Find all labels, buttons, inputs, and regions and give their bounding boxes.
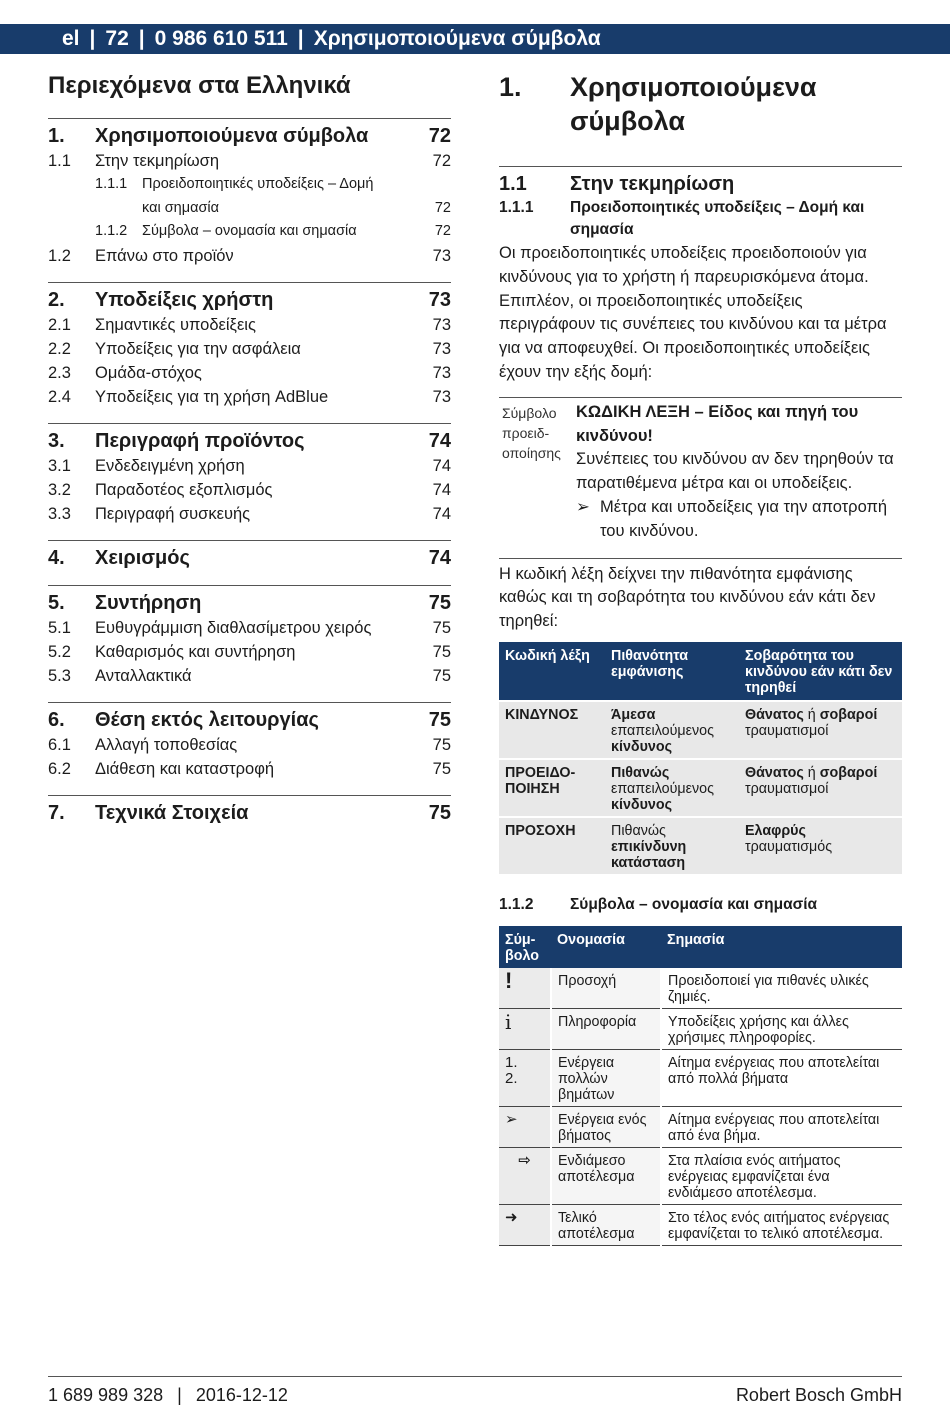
toc-label: Υποδείξεις χρήστη [95,288,274,311]
table-row [499,968,902,1009]
probability-line: Πιθανώς [611,822,666,839]
probability-cell [605,701,739,759]
toc-entry [48,385,451,409]
toc-entry-main [48,800,451,826]
toc-entry [48,454,451,478]
toc-entry [48,502,451,526]
toc-page: 73 [432,387,451,406]
toc-page: 72 [432,152,451,170]
subsection-number: 1.1 [499,173,527,195]
subsection-heading [499,166,902,197]
footer-date: 2016-12-12 [195,1385,288,1405]
toc-label: Θέση εκτός λειτουργίας [95,708,319,731]
toc-number: 5.2 [48,642,71,661]
arrowhead-icon: ➢ [576,497,590,516]
toc-number: 2. [48,288,65,311]
severity-cell [739,817,902,874]
arrowhead-icon: ➢ [499,1106,551,1147]
table-row [499,817,902,874]
severity-line [745,765,896,781]
severity-cell [739,701,902,759]
toc-page: 73 [428,288,451,311]
toc-label: Ομάδα-στόχος [95,363,202,382]
probability-line: Πιθανώς [611,764,670,781]
table-row [499,1049,902,1106]
warning-signal-text: ΚΩΔΙΚΗ ΛΕΞΗ – Είδος και πηγή του κινδύνου! [576,402,859,445]
toc-entry [48,149,451,173]
symbol-name-cell: Ενέργεια ενός βήματος [551,1106,661,1147]
toc-entry [48,478,451,502]
page-footer: 1 689 989 328 | 2016-12-12 Robert Bosch GmbH [48,1376,902,1413]
severity-word: Θάνατος [745,706,804,723]
toc-section [48,118,451,268]
symbol-name-cell: Τελικό αποτέλεσμα [551,1204,661,1245]
toc-number: 2.1 [48,315,71,334]
toc-page: 73 [432,363,451,382]
toc-label: Σημαντικές υποδείξεις [95,315,256,334]
toc-label: Χρησιμοποιούμενα σύμβολα [95,125,369,147]
probability-line: κίνδυνος [611,796,673,813]
toc-number: 1.1.1 [95,176,128,192]
probability-line: κίνδυνος [611,738,673,755]
table-row [499,1147,902,1204]
toc-label: Παραδοτέος εξοπλισμός [95,480,273,499]
toc-entry-main [48,707,451,733]
warning-symbol-label: Σύμβολο προειδ-οποίησης [502,404,561,461]
toc-number: 1.1.2 [95,223,128,239]
probability-cell [605,759,739,817]
toc-label: Επάνω στο προϊόν [95,246,234,265]
toc-entry [48,757,451,781]
signal-word-cell: ΠΡΟΣΟΧΗ [499,817,605,874]
toc-label: Υποδείξεις για τη χρήση AdBlue [95,387,329,406]
signal-word-table [499,642,902,874]
toc-number: 5.1 [48,618,71,637]
toc-label: Συντήρηση [95,591,202,614]
intro-paragraph: Οι προειδοποιητικές υποδείξεις προειδοποιούν για κινδύνους για το χρήστη ή παρευρισκόμενα άτομα. Επιπλέον, οι προειδοποιητικές υποδείξεις περιγράφουν τις συνέπειες του κινδύνου και τα μέτρα για να αποφευχθεί. Οι προειδοποιητικές υποδείξεις έχουν την εξής δομή: [499,244,887,381]
toc-page: 75 [432,642,451,661]
symbol-meaning-cell: Αίτημα ενέργειας που αποτελείται από πολλά βήματα [661,1049,902,1106]
subsubsection-heading-symbols [499,894,902,916]
severity-cell [739,759,902,817]
page-header: el | 72 | 0 986 610 511 | Χρησιμοποιούμενα σύμβολα [0,24,950,54]
table-header: Σοβαρότητα του κινδύνου εάν κάτι δεν τηρηθεί [739,642,902,701]
table-row [499,1008,902,1049]
warning-structure-box [499,397,902,559]
toc-page: 72 [434,223,451,239]
toc-label: Καθαρισμός και συντήρηση [95,642,296,661]
warning-consequence: Συνέπειες του κινδύνου αν δεν τηρηθούν τα παρατιθέμενα μέτρα και οι υποδείξεις. [576,450,894,493]
toc-label: Τεχνικά Στοιχεία [95,801,249,824]
probability-line: Άμεσα [611,706,656,723]
table-header: Ονομασία [551,926,661,968]
toc-entry [48,220,451,244]
symbol-meaning-cell: Αίτημα ενέργειας που αποτελείται από ένα βήμα. [661,1106,902,1147]
subsubsection-number: 1.1.2 [499,895,534,913]
toc-number: 7. [48,801,65,824]
toc-label: Προειδοποιητικές υποδείξεις – Δομή [142,176,374,192]
toc-entry [48,664,451,688]
table-row [499,1204,902,1245]
toc-page: 75 [432,759,451,778]
toc-number: 3.1 [48,456,71,475]
toc-label: Ευθυγράμμιση διαθλασίμετρου χειρός [95,618,372,637]
toc-page: 75 [428,801,451,824]
toc-number: 2.2 [48,339,71,358]
toc-entry-main [48,590,451,616]
toc-section [48,282,451,409]
signal-word-cell: ΚΙΝΔΥΝΟΣ [499,701,605,759]
toc-label: Περιγραφή συσκευής [95,504,251,523]
toc-page: 74 [432,456,451,475]
footer-company: Robert Bosch GmbH [735,1385,902,1405]
symbol-name-cell: Ενδιάμεσο αποτέλεσμα [551,1147,661,1204]
toc-page: 73 [432,246,451,265]
toc-section [48,423,451,526]
toc-page: 74 [432,480,451,499]
toc-section [48,540,451,571]
header-title: Χρησιμοποιούμενα σύμβολα [313,27,601,50]
header-page: 72 [105,27,129,50]
toc-entry-main [48,545,451,571]
toc-page: 74 [432,504,451,523]
toc-entry-main [48,287,451,313]
toc-page: 75 [432,735,451,754]
severity-word: Θάνατος [745,764,804,781]
toc-number: 2.4 [48,387,71,406]
subsubsection-title: Προειδοποιητικές υποδείξεις – Δομή και σημασία [570,199,865,238]
toc-number: 1. [48,125,65,147]
bold-arrow-icon: ➜ [499,1204,551,1245]
subsubsection-title: Σύμβολα – ονομασία και σημασία [570,895,818,913]
toc-number: 5.3 [48,666,71,685]
header-lang: el [62,27,80,50]
symbol-meaning-cell: Στα πλαίσια ενός αιτήματος ενέργειας εμφανίζεται ένα ενδιάμεσο αποτέλεσμα. [661,1147,902,1204]
main-content [499,70,902,1246]
toc-page: 72 [434,199,451,216]
toc-entry [48,361,451,385]
toc-label: και σημασία [142,199,220,216]
table-header: Πιθανότητα εμφάνισης [605,642,739,701]
signal-intro-paragraph: Η κωδική λέξη δείχνει την πιθανότητα εμφάνισης καθώς και τη σοβαρότητα του κινδύνου εάν κάτι δεν τηρηθεί: [499,564,876,631]
toc-page: 72 [428,125,451,147]
signal-word-cell: ΠΡΟΕΙΔΟ-ΠΟΙΗΣΗ [499,759,605,817]
toc-label: Ανταλλακτικά [95,666,192,685]
severity-word: σοβαροί [819,764,878,781]
toc-entry [48,733,451,757]
toc-entry [48,244,451,268]
probability-cell [605,817,739,874]
toc-label: Στην τεκμηρίωση [95,152,220,170]
section-number: 1. [499,72,522,102]
subsubsection-heading-warnings [499,197,902,241]
toc-number: 1.2 [48,246,71,265]
toc-number: 1.1 [48,152,71,170]
severity-line: τραυματισμοί [745,780,829,797]
severity-word: σοβαροί [819,706,878,723]
severity-word: ή [807,706,816,723]
toc-entry-continued [48,197,451,221]
toc-entry-main [48,428,451,454]
severity-line [745,707,896,723]
subsection-title: Στην τεκμηρίωση [570,173,735,195]
toc-number: 3.3 [48,504,71,523]
probability-line: κατάσταση [611,854,686,871]
toc-section [48,585,451,688]
symbol-meaning-cell: Προειδοποιεί για πιθανές υλικές ζημιές. [661,968,902,1009]
toc-label: Ενδεδειγμένη χρήση [95,456,245,475]
severity-line: τραυματισμός [745,838,833,855]
severity-line: τραυματισμοί [745,722,829,739]
table-row [499,1106,902,1147]
toc-title: Περιεχόμενα στα Ελληνικά [48,72,351,99]
toc-number: 5. [48,591,65,614]
severity-word: ή [807,764,816,781]
toc-entry-main [48,123,451,149]
header-docno: 0 986 610 511 [154,27,288,50]
warning-step: Μέτρα και υποδείξεις για την αποτροπή του κινδύνου. [600,497,888,540]
severity-line [745,823,896,839]
toc-number: 3. [48,429,65,452]
severity-word: Ελαφρύς [745,822,806,839]
toc-entry [48,337,451,361]
toc-number: 4. [48,546,65,569]
probability-line: επαπειλούμενος [611,722,715,739]
probability-line: επικίνδυνη [611,838,687,855]
probability-line: επαπειλούμενος [611,780,715,797]
symbol-name-cell: Ενέργεια πολλών βημάτων [551,1049,661,1106]
table-row [499,759,902,817]
toc-page: 75 [428,591,451,614]
exclamation-icon: ! [499,968,551,1009]
table-row [499,701,902,759]
table-header: Σύμ-βολο [499,926,551,968]
toc-section [48,702,451,781]
hollow-arrow-icon: ⇨ [499,1147,551,1204]
section-title: Χρησιμοποιούμενα σύμβολα [570,72,817,136]
toc-page: 75 [432,618,451,637]
section-heading [499,70,902,138]
toc-page: 73 [432,315,451,334]
toc-entry [48,313,451,337]
toc-page: 75 [428,708,451,731]
table-header: Σημασία [661,926,902,968]
toc-number: 6.2 [48,759,71,778]
toc-label: Σύμβολα – ονομασία και σημασία [142,223,357,239]
toc-label: Χειρισμός [95,546,190,569]
toc-number: 6. [48,708,65,731]
symbol-meaning-cell: Στο τέλος ενός αιτήματος ενέργειας εμφανίζεται το τελικό αποτέλεσμα. [661,1204,902,1245]
toc-entry [48,173,451,197]
subsubsection-number: 1.1.1 [499,199,534,216]
numbered-steps-icon: 1. 2. [499,1049,551,1106]
toc-page: 74 [428,546,451,569]
toc-number: 6.1 [48,735,71,754]
toc-page: 74 [428,429,451,452]
toc-label: Αλλαγή τοποθεσίας [95,735,238,754]
symbol-table [499,926,902,1246]
table-header: Κωδική λέξη [499,642,605,701]
symbol-name-cell: Προσοχή [551,968,661,1009]
table-of-contents [48,70,451,840]
toc-page: 75 [432,666,451,685]
symbol-meaning-cell: Υποδείξεις χρήσης και άλλες χρήσιμες πληροφορίες. [661,1008,902,1049]
toc-label: Περιγραφή προϊόντος [95,429,305,452]
info-icon: i [499,1008,551,1049]
toc-number: 2.3 [48,363,71,382]
toc-number: 3.2 [48,480,71,499]
toc-entry [48,616,451,640]
toc-entry [48,640,451,664]
footer-code: 1 689 989 328 [48,1385,164,1405]
toc-section [48,795,451,826]
toc-label: Υποδείξεις για την ασφάλεια [95,339,301,358]
toc-page: 73 [432,339,451,358]
symbol-name-cell: Πληροφορία [551,1008,661,1049]
toc-label: Διάθεση και καταστροφή [95,759,275,778]
